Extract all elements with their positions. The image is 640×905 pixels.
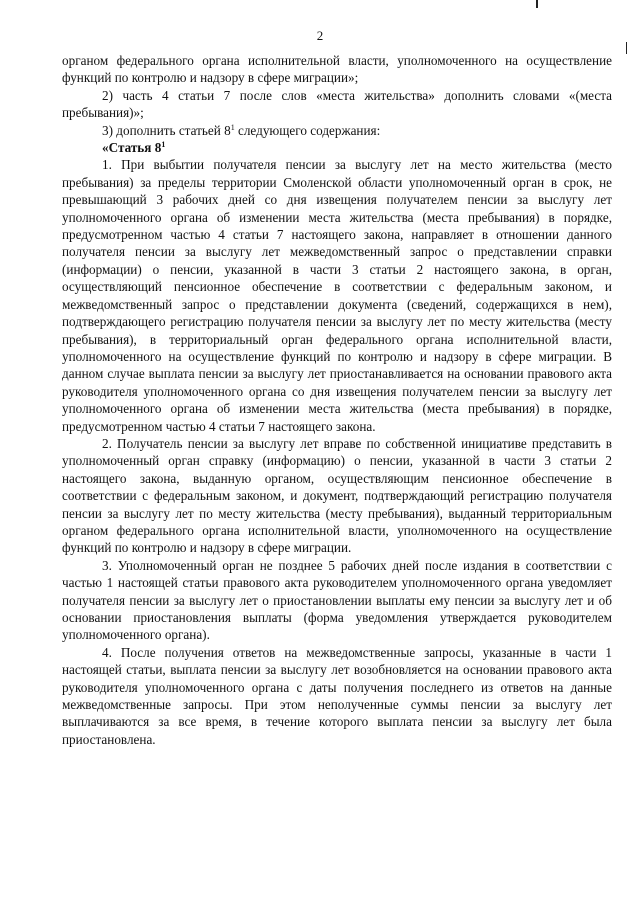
page-number: 2 — [316, 28, 324, 43]
paragraph-part-3: 3. Уполномоченный орган не позднее 5 рабочих дней после издания в соответствии с частью 1 настоящей статьи правового акта руководителем уполномоченного органа уведомляет получателя пенсии за выслугу лет о приостановлении выплаты ему пенсии за выслугу лет и об основании приостановления выплаты (форма уведомления утверждается руководителем уполномоченного органа). — [62, 557, 612, 643]
paragraph-amendment-2: 2) часть 4 статьи 7 после слов «места жительства» дополнить словами «(места пребывания)»; — [62, 87, 612, 121]
article-heading — [62, 139, 612, 156]
paragraph-amendment-3 — [62, 122, 612, 139]
scan-mark — [536, 0, 538, 8]
superscript: 1 — [161, 140, 166, 150]
paragraph-part-4: 4. После получения ответов на межведомственные запросы, указанные в части 1 настоящей статьи, выплата пенсии за выслугу лет возобновляется на основании правового акта руководителя уполномоченного органа с даты получения последнего из ответов на данные межведомственные запросы. При этом неполученные суммы пенсии за выслугу лет выплачиваются за все время, в течение которого выплата пенсии за выслугу лет была приостановлена. — [62, 644, 612, 747]
paragraph-part-2: 2. Получатель пенсии за выслугу лет вправе по собственной инициативе представить в уполномоченный орган справку (информацию) о пенсии, указанной в части 3 статьи 2 настоящего закона, выданную органом, осуществляющим пенсионное обеспечение в соответствии с федеральным законом, и документ, подтверждающий регистрацию получателя пенсии за выслугу лет по месту жительства (месту пребывания), выданный территориальным органом федерального органа исполнительной власти, уполномоченного на осуществление функций по контролю и надзору в сфере миграции. — [62, 435, 612, 556]
paragraph-part-1: 1. При выбытии получателя пенсии за выслугу лет на место жительства (место пребывания) за пределы территории Смоленской области уполномоченный орган в срок, не превышающий 3 рабочих дней со дня извещения получателем пенсии за выслугу лет уполномоченного органа об изменении места жительства (места пребывания) в порядке, предусмотренном частью 4 статьи 7 настоящего закона, направляет в отношении данного получателя пенсии за выслугу лет межведомственный запрос о представлении справки (информации) о пенсии, указанной в части 3 статьи 2 настоящего закона, в орган, осуществляющий пенсионное обеспечение в соответствии с федеральным законом, и межведомственный запрос о представлении документа (сведений, содержащихся в нем), подтверждающего регистрацию получателя пенсии за выслугу лет по месту жительства (месту пребывания), в территориальный орган федерального органа исполнительной власти, уполномоченного на осуществление функций по контролю и надзору в сфере миграции. В данном случае выплата пенсии за выслугу лет приостанавливается на основании правового акта руководителя уполномоченного органа со дня извещения получателем пенсии за выслугу лет уполномоченного органа об изменении места жительства (места пребывания) в порядке, предусмотренном частью 4 статьи 7 настоящего закона. — [62, 157, 612, 434]
amendment-3-text: 3) дополнить статьей 8 — [102, 122, 231, 138]
amendment-3-text-end: следующего содержания: — [234, 122, 381, 138]
article-heading-text: «Статья 8 — [102, 140, 162, 156]
document-body — [62, 52, 612, 748]
superscript: 1 — [230, 122, 235, 132]
paragraph-continuation: органом федерального органа исполнительной власти, уполномоченного на осуществление функций по контролю и надзору в сфере миграции»; — [62, 53, 612, 86]
